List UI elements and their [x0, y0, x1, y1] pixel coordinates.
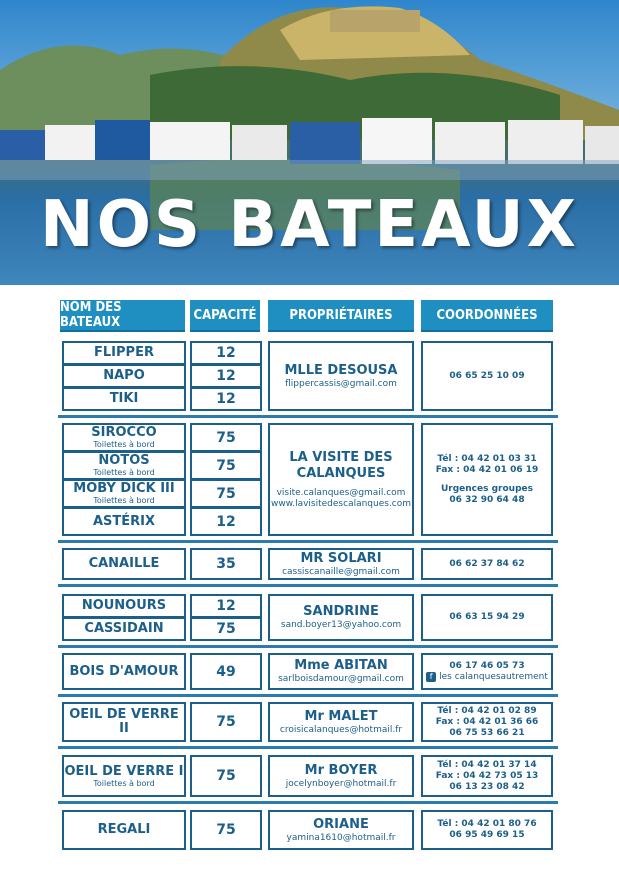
boat-name: NOTOS: [98, 453, 150, 468]
owner-email[interactable]: jocelynboyer@hotmail.fr: [285, 778, 397, 789]
owner-name: SANDRINE: [303, 604, 379, 619]
group-divider: [58, 746, 558, 749]
boat-capacity: 75: [190, 423, 262, 452]
boat-name: CASSIDAIN: [62, 617, 186, 641]
contact-cell: [421, 548, 553, 580]
mobile-number[interactable]: 06 13 23 08 42: [449, 781, 525, 792]
emergency-phone[interactable]: 06 32 90 64 48: [449, 494, 525, 505]
contact-cell: [421, 423, 553, 536]
boat-name-cell: [62, 451, 186, 480]
boat-capacity: 75: [190, 755, 262, 797]
fax-number: Fax : 04 42 73 05 13: [435, 770, 539, 781]
boat-capacity: 12: [190, 387, 262, 411]
boat-name: OEIL DE VERRE I: [64, 763, 184, 779]
fax-number: Fax : 04 42 01 06 19: [435, 464, 539, 475]
owner-cell: [268, 548, 414, 580]
owner-name: ORIANE: [313, 816, 369, 832]
phone-number[interactable]: 06 17 46 05 73: [449, 660, 525, 671]
owner-email[interactable]: sand.boyer13@yahoo.com: [280, 620, 402, 630]
boat-name: BOIS D'AMOUR: [62, 653, 186, 690]
boat-name: SIROCCO: [91, 425, 157, 440]
boat-name: FLIPPER: [62, 341, 186, 365]
boat-capacity: 49: [190, 653, 262, 690]
facebook-icon: f: [426, 672, 436, 682]
mobile-number[interactable]: 06 75 53 66 21: [449, 727, 525, 738]
header-owners: PROPRIÉTAIRES: [268, 300, 414, 330]
facebook-page-name: les calanquesautrement: [439, 671, 548, 682]
boat-name: ASTÉRIX: [62, 507, 186, 536]
phone-number[interactable]: Tél : 04 42 01 80 76: [437, 819, 537, 829]
boat-name: REGALI: [62, 810, 186, 850]
group-divider: [58, 694, 558, 697]
mobile-number[interactable]: 06 95 49 69 15: [449, 830, 525, 840]
boat-name-cell: [62, 479, 186, 508]
boat-name-cell: [62, 423, 186, 452]
owner-name: LA VISITE DES CALANQUES: [289, 449, 393, 481]
group-divider: [58, 415, 558, 418]
contact-cell: [421, 341, 553, 411]
toilets-note: Toilettes à bord: [93, 468, 155, 477]
boat-capacity: 75: [190, 810, 262, 850]
phone-number[interactable]: 06 63 15 94 29: [449, 612, 525, 622]
owner-name: Mr BOYER: [304, 762, 378, 778]
owner-email[interactable]: flippercassis@gmail.com: [285, 378, 397, 389]
owner-name: MR SOLARI: [300, 550, 382, 566]
page-title: NOS BATEAUX: [40, 188, 579, 262]
facebook-link[interactable]: [426, 672, 548, 683]
toilets-note: Toilettes à bord: [93, 778, 155, 788]
owner-name: Mme ABITAN: [294, 658, 388, 673]
toilets-note: Toilettes à bord: [93, 496, 155, 505]
boat-name: OEIL DE VERRE II: [62, 702, 186, 742]
header-boat-names: NOM DES BATEAUX: [60, 300, 185, 330]
header-capacity: CAPACITÉ: [190, 300, 260, 330]
contact-cell: [421, 653, 553, 690]
phone-number[interactable]: Tél : 04 42 01 02 89: [437, 705, 537, 716]
owner-cell: [268, 810, 414, 850]
hero-photo: [0, 0, 619, 285]
contact-cell: [421, 594, 553, 641]
owner-cell: [268, 653, 414, 690]
boat-capacity: 12: [190, 341, 262, 365]
boat-name-cell: [62, 755, 186, 797]
boat-name: NAPO: [62, 364, 186, 388]
boat-name: NOUNOURS: [62, 594, 186, 618]
emergency-label: Urgences groupes: [440, 483, 533, 494]
boat-capacity: 12: [190, 507, 262, 536]
owner-cell: [268, 702, 414, 742]
contact-cell: [421, 702, 553, 742]
phone-number[interactable]: Tél : 04 42 01 03 31: [437, 453, 537, 464]
owner-cell: [268, 594, 414, 641]
boat-capacity: 75: [190, 617, 262, 641]
owner-cell: [268, 423, 414, 536]
boat-capacity: 12: [190, 364, 262, 388]
boat-name: TIKI: [62, 387, 186, 411]
owner-name: Mr MALET: [304, 708, 378, 724]
boat-name: MOBY DICK III: [73, 481, 175, 496]
boat-capacity: 75: [190, 451, 262, 480]
phone-number[interactable]: Tél : 04 42 01 37 14: [437, 759, 537, 770]
phone-number[interactable]: 06 62 37 84 62: [449, 558, 525, 569]
owner-website[interactable]: www.lavisitedescalanques.com: [270, 498, 412, 509]
boat-capacity: 12: [190, 594, 262, 618]
group-divider: [58, 540, 558, 543]
owner-email[interactable]: sarlboisdamour@gmail.com: [278, 674, 404, 684]
header-contacts: COORDONNÉES: [421, 300, 553, 330]
group-divider: [58, 801, 558, 804]
contact-cell: [421, 810, 553, 850]
owner-email[interactable]: croisicalanques@hotmail.fr: [279, 724, 403, 735]
owner-name: MLLE DESOUSA: [284, 362, 398, 378]
boat-capacity: 75: [190, 702, 262, 742]
phone-number[interactable]: 06 65 25 10 09: [449, 370, 525, 381]
owner-email[interactable]: visite.calanques@gmail.com: [276, 487, 406, 498]
boat-capacity: 75: [190, 479, 262, 508]
boat-capacity: 35: [190, 548, 262, 580]
group-divider: [58, 645, 558, 648]
boat-name: CANAILLE: [62, 548, 186, 580]
toilets-note: Toilettes à bord: [93, 440, 155, 449]
contact-cell: [421, 755, 553, 797]
owner-cell: [268, 755, 414, 797]
owner-email[interactable]: cassiscanaille@gmail.com: [282, 566, 400, 577]
fax-number: Fax : 04 42 01 36 66: [435, 716, 539, 727]
group-divider: [58, 584, 558, 587]
owner-email[interactable]: yamina1610@hotmail.fr: [286, 832, 396, 843]
owner-cell: [268, 341, 414, 411]
